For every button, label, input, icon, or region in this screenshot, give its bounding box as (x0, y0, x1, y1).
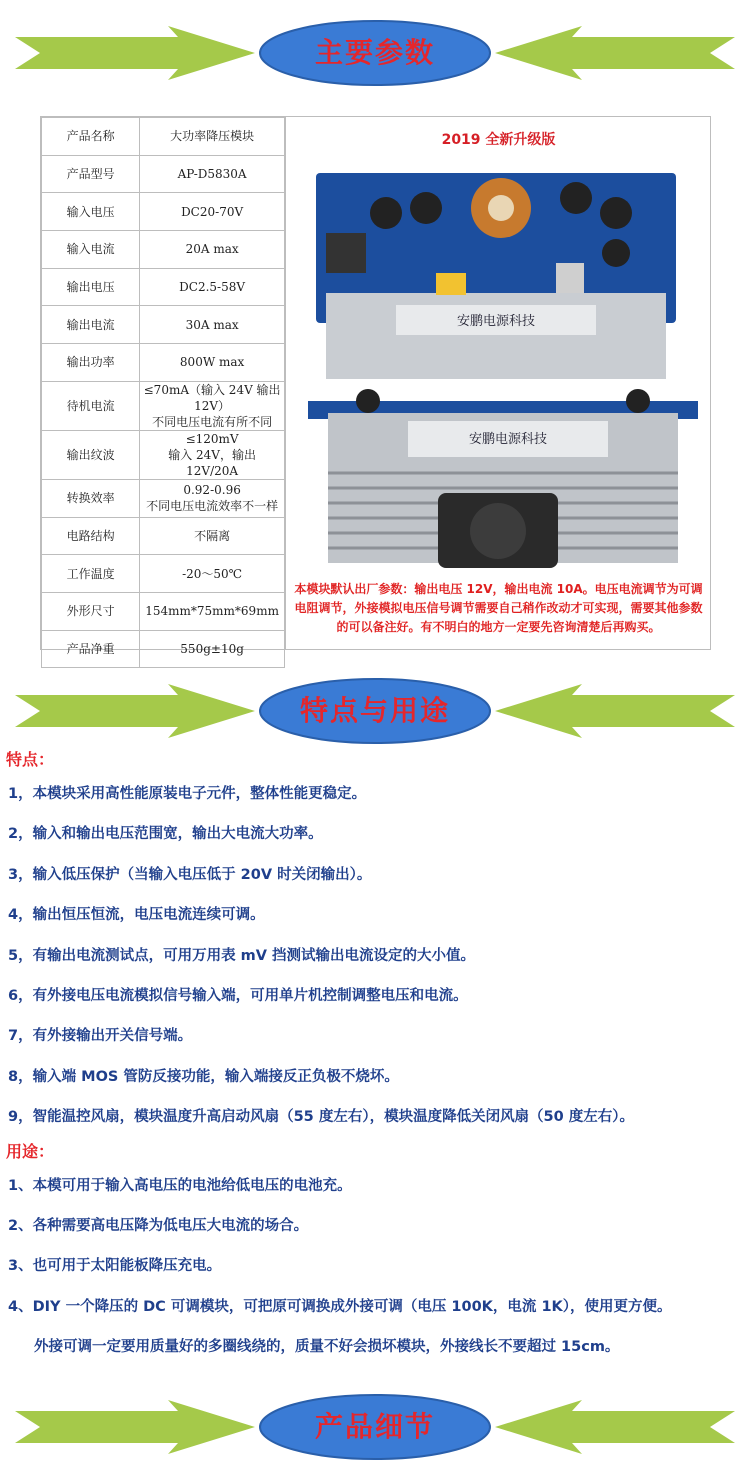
param-value-line-2: 不同电压电流有所不同 (152, 414, 273, 429)
use-item: 2、各种需要高电压降为低电压大电流的场合。 (8, 1217, 309, 1234)
feature-item: 9，智能温控风扇，模块温度升高启动风扇（55 度左右），模块温度降低关闭风扇（50 度左右）。 (8, 1109, 635, 1126)
param-value-line: 30A max (185, 317, 239, 332)
param-key: 工作温度 (42, 555, 140, 593)
param-row (42, 630, 285, 668)
photo-label-brand-2: 安鹏电源科技 (468, 432, 548, 447)
param-value (140, 555, 285, 593)
banner-title: 特点与用途 (299, 694, 450, 727)
param-key: 输出电压 (42, 268, 140, 306)
param-key: 产品型号 (42, 155, 140, 193)
param-value-line: DC20-70V (181, 204, 244, 219)
param-value (140, 630, 285, 668)
param-value (140, 430, 285, 479)
feature-item: 6，有外接电压电流模拟信号输入端，可用单片机控制调整电压和电流。 (8, 987, 468, 1004)
param-row (42, 231, 285, 269)
param-row (42, 479, 285, 517)
param-row (42, 430, 285, 479)
param-key: 输出电流 (42, 306, 140, 344)
param-value-line: -20～50℃ (182, 566, 243, 581)
param-value-line: AP-D5830A (177, 167, 247, 182)
param-value-line-2: 不同电压电流效率不一样 (146, 499, 279, 514)
feature-item: 5，有输出电流测试点，可用万用表 mV 挡测试输出电流设定的大小值。 (8, 947, 476, 964)
section-banner-params (0, 18, 750, 88)
param-value (140, 479, 285, 517)
param-value (140, 268, 285, 306)
param-value-line: 154mm*75mm*69mm (145, 604, 279, 619)
param-key: 输出纹波 (42, 430, 140, 479)
param-key: 输入电流 (42, 231, 140, 269)
feature-item: 8，输入端 MOS 管防反接功能，输入端接反正负极不烧坏。 (8, 1068, 399, 1085)
param-row (42, 592, 285, 630)
product-photo-bottom (308, 383, 698, 575)
feature-item: 7，有外接输出开关信号端。 (8, 1028, 193, 1045)
param-key: 输入电压 (42, 193, 140, 231)
features-section (0, 746, 750, 1367)
uses-continuation: 外接可调一定要用质量好的多圈线绕的，质量不好会损坏模块，外接线长不要超过 15cm。 (34, 1339, 620, 1356)
banner-title: 主要参数 (314, 36, 435, 69)
features-heading: 特点： (6, 750, 55, 769)
param-row (42, 344, 285, 382)
uses-heading: 用途： (6, 1141, 55, 1161)
param-row (42, 193, 285, 231)
param-key: 输出功率 (42, 344, 140, 382)
param-value-line: 大功率降压模块 (170, 129, 255, 144)
product-photo-area (285, 117, 711, 649)
param-value (140, 344, 285, 382)
param-value-line: 550g±10g (180, 641, 244, 656)
param-key: 外形尺寸 (42, 592, 140, 630)
default-params-note: 本模块默认出厂参数：输出电压 12V，输出电流 10A。电压电流调节为可调电阻调节，外接模拟电压信号调节需要自己稍作改动才可实现，需要其他参数的可以备注好。有不明白的地方一定要先咨询清楚后再购买。 (294, 582, 703, 634)
param-value (140, 592, 285, 630)
param-key: 产品名称 (42, 118, 140, 156)
param-value-line: ≤120mV (185, 431, 239, 446)
param-row (42, 517, 285, 555)
param-value (140, 193, 285, 231)
product-photo-top (316, 153, 676, 381)
param-value-line: ≤70mA（输入 24V 输出 12V） (143, 382, 281, 413)
param-row (42, 118, 285, 156)
feature-item: 4，输出恒压恒流，电压电流连续可调。 (8, 907, 265, 924)
section-banner-features (0, 676, 750, 746)
param-value-line: 0.92-0.96 (183, 483, 241, 498)
param-key: 产品净重 (42, 630, 140, 668)
feature-item: 3，输入低压保护（当输入电压低于 20V 时关闭输出）。 (8, 866, 372, 883)
param-value-line: 不隔离 (194, 528, 231, 543)
params-panel (40, 116, 711, 656)
param-key: 转换效率 (42, 479, 140, 517)
upgrade-label: 2019 全新升级版 (441, 132, 556, 148)
section-banner-details (0, 1392, 750, 1462)
param-row (42, 555, 285, 593)
param-value (140, 118, 285, 156)
param-row (42, 155, 285, 193)
param-value-line-2: 输入 24V，输出 12V/20A (168, 447, 256, 478)
photo-label-brand: 安鹏电源科技 (456, 314, 536, 329)
param-value-line: 800W max (179, 355, 245, 370)
param-value (140, 155, 285, 193)
param-value (140, 381, 285, 430)
use-item: 3、也可用于太阳能板降压充电。 (8, 1258, 222, 1275)
param-value-line: 20A max (185, 242, 239, 257)
param-value (140, 306, 285, 344)
banner-title: 产品细节 (314, 1410, 435, 1443)
param-row (42, 268, 285, 306)
param-row (42, 381, 285, 430)
use-item: 4、DIY 一个降压的 DC 可调模块，可把原可调换成外接可调（电压 100K，电流 1K），使用更方便。 (8, 1298, 672, 1315)
params-table (41, 117, 285, 668)
feature-item: 1，本模块采用高性能原装电子元件，整体性能更稳定。 (8, 786, 367, 802)
param-value-line: DC2.5-58V (179, 280, 246, 295)
feature-item: 2，输入和输出电压范围宽，输出大电流大功率。 (8, 826, 323, 843)
param-value (140, 517, 285, 555)
param-key: 电路结构 (42, 517, 140, 555)
param-value (140, 231, 285, 269)
param-row (42, 306, 285, 344)
param-key: 待机电流 (42, 381, 140, 430)
use-item: 1、本模可用于输入高电压的电池给低电压的电池充。 (8, 1177, 352, 1194)
